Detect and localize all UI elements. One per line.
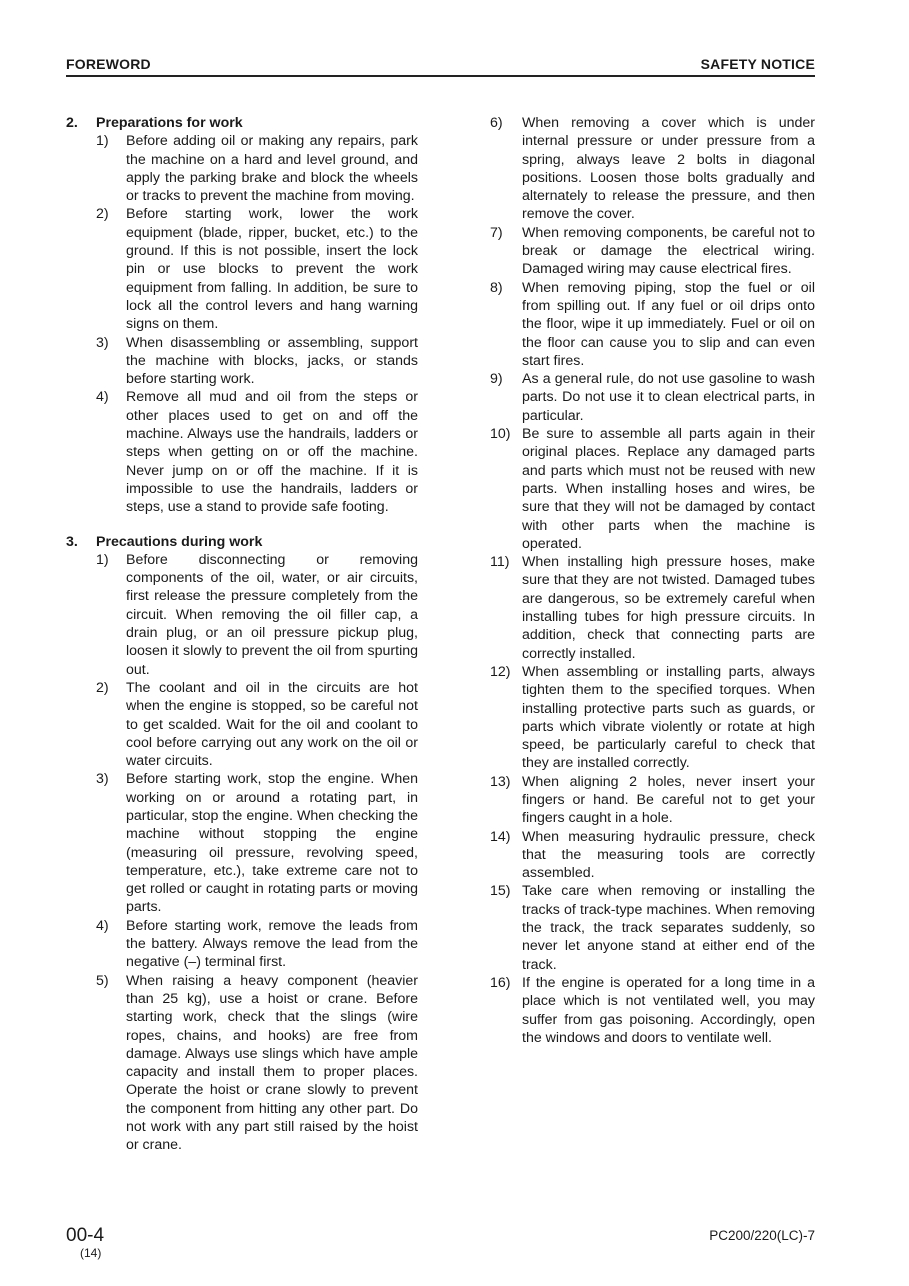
list-item [490, 224, 815, 279]
list-item [490, 974, 815, 1047]
item-number: 6) [490, 115, 503, 131]
item-text: The coolant and oil in the circuits are hot when the engine is stopped, so be careful not to get scalded. Wait for the oil and coolant to cool before carrying out any work on the oil or water circuits. [126, 679, 418, 770]
item-text: When removing components, be careful not to break or damage the electrical wiring. Damaged wiring may cause electrical fires. [522, 224, 815, 278]
section-number: 2. [66, 115, 78, 131]
header-chapter-title: SAFETY NOTICE [700, 56, 815, 72]
item-text: When assembling or installing parts, always tighten them to the specified torques. When installing protective parts such as guards, or parts which vibrate violently or rotate at high speed, be particularly careful to check that they are installed correctly. [522, 663, 815, 772]
section-title: Precautions during work [96, 533, 263, 550]
page-number: 00-4 [66, 1225, 105, 1246]
list-item [66, 972, 418, 1155]
item-text: When aligning 2 holes, never insert your fingers or hand. Be careful not to get your fingers caught in a hole. [522, 773, 815, 827]
item-text: Before starting work, stop the engine. When working on or around a rotating part, in particular, stop the engine. When checking the machine without stopping the engine (measuring oil pressure, revolving speed, temperature, etc.), take extreme care not to get rolled or caught in rotating parts or moving parts. [126, 771, 418, 916]
item-number: 12) [490, 663, 511, 680]
item-number: 9) [490, 371, 503, 388]
left-column [66, 114, 418, 1171]
section-preparations [66, 114, 418, 517]
list-item [490, 773, 815, 828]
item-number: 10) [490, 426, 511, 443]
item-number: 14) [490, 828, 511, 845]
item-number: 2) [96, 679, 109, 696]
list-item [66, 917, 418, 972]
item-text: When raising a heavy component (heavier than 25 kg), use a hoist or crane. Before starting work, check that the slings (wire ropes, chains, and hooks) are free from damage. Always use slings which have ample capacity and install them to proper places. Operate the hoist or crane slowly to prevent the component from hitting any other part. Do not work with any part still raised by the hoist or crane. [126, 972, 418, 1154]
item-text: When disassembling or assembling, support the machine with blocks, jacks, or stands before starting work. [126, 334, 418, 388]
item-number: 13) [490, 773, 511, 790]
section-number: 3. [66, 533, 78, 550]
item-number: 7) [490, 224, 503, 241]
header-rule [66, 75, 815, 77]
item-text: Before starting work, lower the work equipment (blade, ripper, bucket, etc.) to the ground. If this is not possible, insert the lock pin or use blocks to prevent the work equipment from falling. In addition, be sure to lock all the control levers and hang warning signs on them. [126, 206, 418, 333]
item-text: If the engine is operated for a long time in a place which is not ventilated well, you may suffer from gas poisoning. Accordingly, open the windows and doors to ventilate well. [522, 974, 815, 1046]
item-text: When installing high pressure hoses, make sure that they are not twisted. Damaged tubes are dangerous, so be extremely careful when installing tubes for high pressure circuits. In addition, check that connecting parts are correctly installed. [522, 554, 815, 662]
list-item [66, 770, 418, 916]
revision-number: (14) [80, 1246, 102, 1260]
item-number: 1) [96, 551, 109, 568]
item-text: Be sure to assemble all parts again in their original places. Replace any damaged parts and parts which must not be reused with new parts. When installing hoses and wires, be sure that they will not be damaged by contact with other parts when the machine is operated. [522, 426, 815, 552]
list-item [66, 334, 418, 389]
item-text: Before starting work, remove the leads from the battery. Always remove the lead from the negative (–) terminal first. [126, 917, 418, 971]
item-number: 1) [96, 133, 109, 150]
item-number: 3) [96, 334, 109, 351]
item-text: Remove all mud and oil from the steps or other places used to get on and off the machine. Always use the handrails, ladders or steps when getting on or off the machine. Never jump on or off the machine. If it is impossible to use the handrails, ladders or steps, use a stand to provide safe footing. [126, 389, 418, 516]
header-section-title: FOREWORD [66, 56, 151, 72]
item-text: Before disconnecting or removing components of the oil, water, or air circuits, first release the pressure completely from the circuit. When removing the oil filler cap, a drain plug, or an oil pressure pickup plug, loosen it slowly to prevent the oil from spurting out. [126, 551, 418, 678]
list-item [66, 551, 418, 679]
list-item [490, 114, 815, 224]
item-text: Take care when removing or installing the tracks of track-type machines. When removing the track, the track separates suddenly, so never let anyone stand at either end of the track. [522, 883, 815, 973]
list-item [490, 370, 815, 425]
list-item [490, 279, 815, 370]
section-heading [66, 114, 418, 132]
model-name: PC200/220(LC)-7 [709, 1228, 815, 1243]
list-item [66, 132, 418, 205]
item-text: Before adding oil or making any repairs, park the machine on a hard and level ground, and apply the parking brake and block the wheels or tracks to prevent the machine from moving. [126, 133, 418, 205]
item-number: 8) [490, 279, 503, 296]
item-number: 4) [96, 389, 109, 406]
right-column [490, 114, 815, 1047]
section-title: Preparations for work [96, 115, 243, 131]
list-item [66, 205, 418, 333]
item-number: 16) [490, 974, 511, 991]
list-item [66, 679, 418, 770]
item-text: When measuring hydraulic pressure, check that the measuring tools are correctly assembled. [522, 828, 815, 882]
item-number: 2) [96, 206, 109, 223]
item-number: 11) [490, 554, 510, 571]
item-number: 15) [490, 883, 511, 900]
list-item [490, 553, 815, 663]
item-text: As a general rule, do not use gasoline to wash parts. Do not use it to clean electrical parts, in particular. [522, 371, 815, 424]
item-number: 4) [96, 917, 109, 934]
item-number: 5) [96, 972, 109, 989]
list-item [490, 828, 815, 883]
list-item [490, 425, 815, 553]
section-precautions [66, 533, 418, 1155]
list-item [490, 663, 815, 773]
section-heading [66, 533, 418, 551]
item-number: 3) [96, 771, 109, 788]
item-text: When removing piping, stop the fuel or oil from spilling out. If any fuel or oil drips onto the floor, wipe it up immediately. Fuel or oil on the floor can cause you to slip and can even start fires. [522, 279, 815, 369]
item-text: When removing a cover which is under internal pressure or under pressure from a spring, always leave 2 bolts in diagonal positions. Loosen those bolts gradually and alternately to release the pressure, and then remove the cover. [522, 115, 815, 223]
list-item [66, 388, 418, 516]
list-item [490, 882, 815, 973]
